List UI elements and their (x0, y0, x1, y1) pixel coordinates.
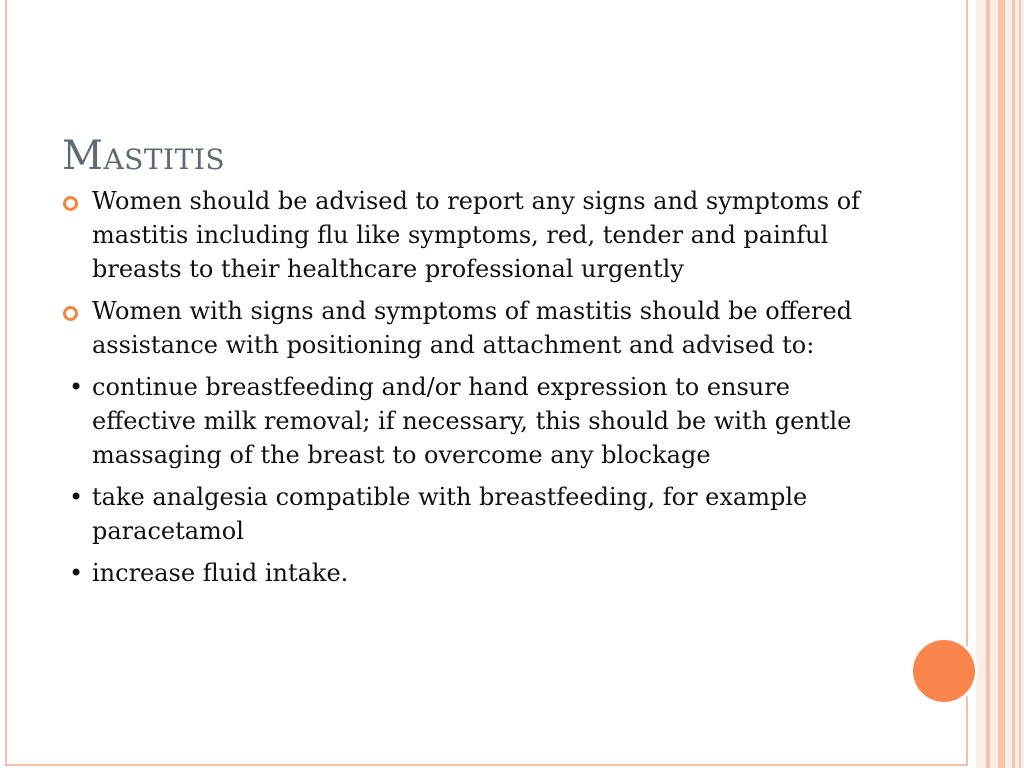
bullet-item (60, 184, 900, 286)
bullet-text: Women with signs and symptoms of mastitis should be offered assistance with positioning and attachment and advised to: (92, 297, 853, 359)
dot-bullet-icon: • (69, 483, 84, 511)
dot-bullet-icon: • (69, 373, 84, 401)
sub-bullet-item (60, 370, 900, 472)
ring-bullet-icon (63, 306, 78, 321)
dot-bullet-icon: • (69, 559, 84, 587)
stripe (1012, 0, 1015, 768)
slide-content (60, 184, 900, 598)
ring-bullet-icon (63, 196, 78, 211)
decorative-circle (913, 640, 975, 702)
stripe (986, 0, 990, 768)
decorative-stripes (976, 0, 1024, 768)
stripe (998, 0, 1005, 768)
sub-bullet-text: increase fluid intake. (92, 559, 349, 587)
slide-title: Mastitis (62, 132, 226, 179)
sub-bullet-text: take analgesia compatible with breastfeeding, for example paracetamol (92, 483, 808, 545)
bullet-text: Women should be advised to report any signs and symptoms of mastitis including flu like symptoms, red, tender and painful breasts to their healthcare professional urgently (92, 187, 861, 283)
sub-bullet-item (60, 556, 900, 590)
sub-bullet-text: continue breastfeeding and/or hand expression to ensure effective milk removal; if necessary, this should be with gentle massaging of the breast to overcome any blockage (92, 373, 852, 469)
stripe (1019, 0, 1021, 768)
sub-bullet-item (60, 480, 900, 548)
bullet-item (60, 294, 900, 362)
